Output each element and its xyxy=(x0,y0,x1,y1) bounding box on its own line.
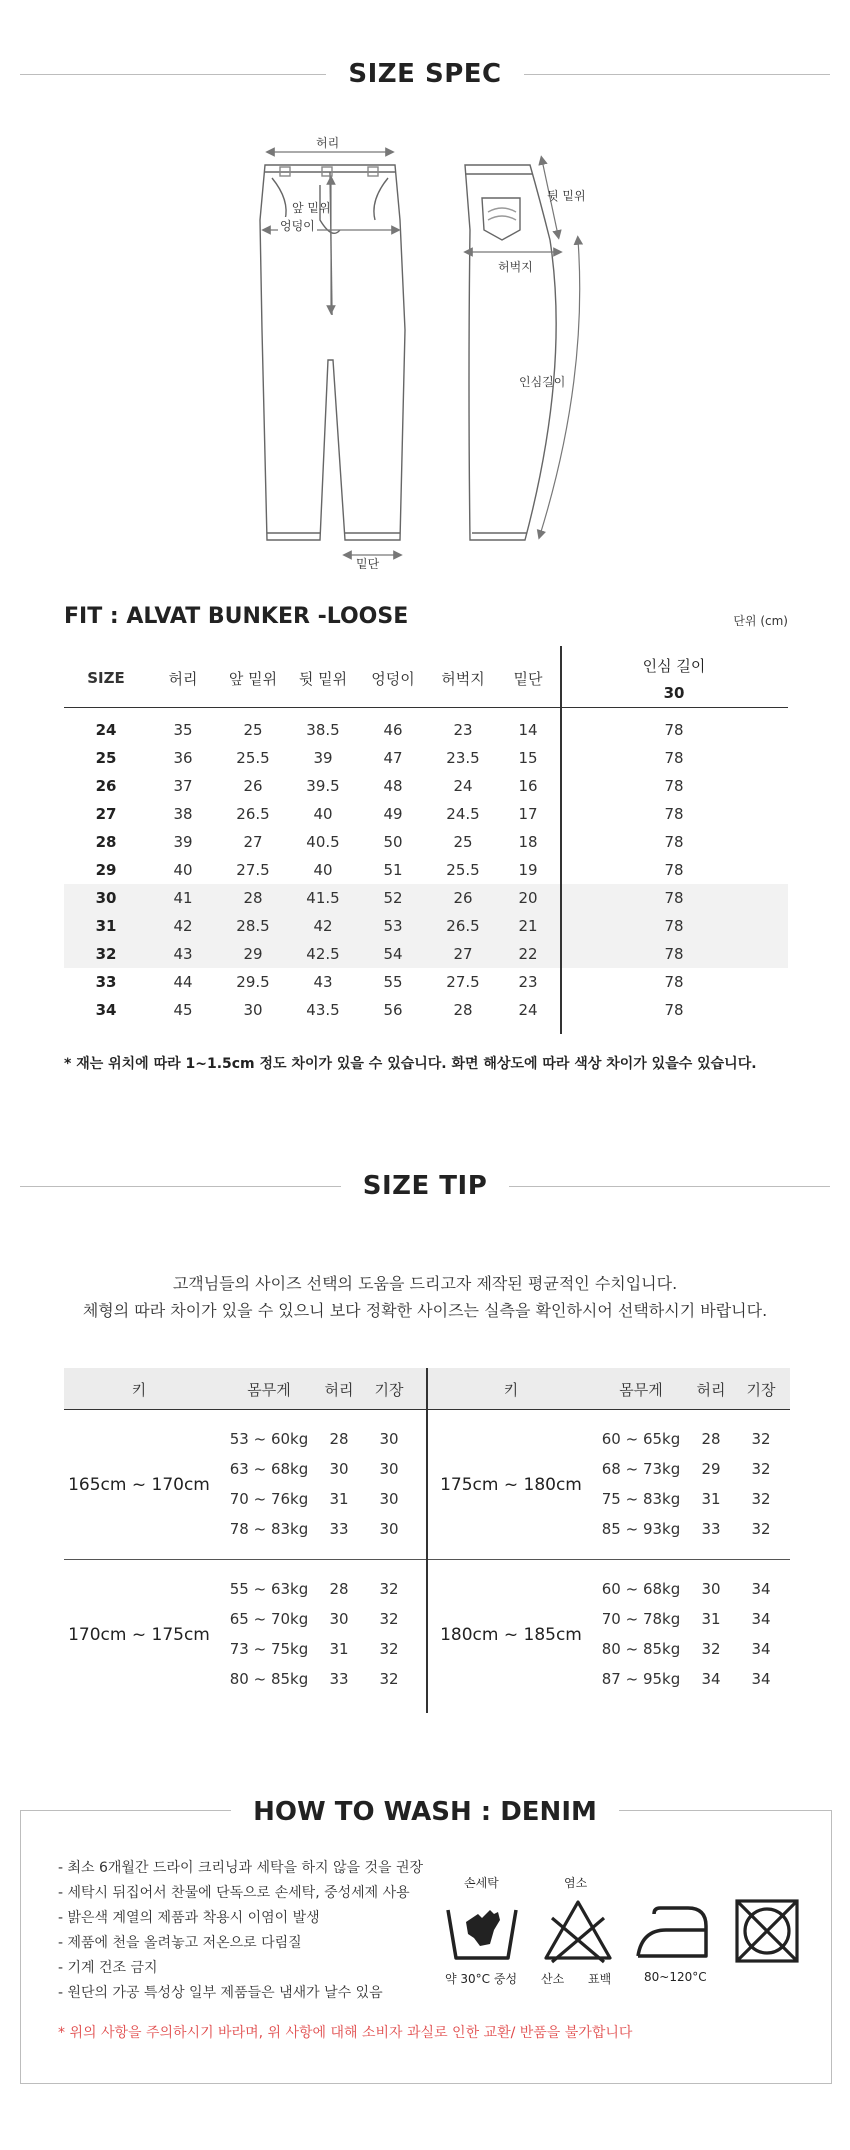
waist-cell: 31 xyxy=(329,1490,349,1508)
length-cell: 34 xyxy=(751,1640,771,1658)
length-cell: 32 xyxy=(751,1430,771,1448)
wash-item: - 제품에 천을 올려놓고 저온으로 다림질 xyxy=(58,1935,302,1951)
cell-front-rise: 28 xyxy=(243,889,263,907)
tip-row xyxy=(64,1454,424,1484)
header-front-rise: 앞 밑위 xyxy=(228,669,278,688)
spec-row xyxy=(64,772,788,800)
header-inseam-label: 인심 길이 xyxy=(642,656,706,675)
header-size: SIZE xyxy=(87,669,125,687)
waist-cell: 33 xyxy=(329,1670,349,1688)
cell-back-rise: 42.5 xyxy=(306,945,340,963)
waist-cell: 30 xyxy=(329,1610,349,1628)
cell-back-rise: 40 xyxy=(313,805,333,823)
length-cell: 30 xyxy=(379,1520,399,1538)
cell-hem: 15 xyxy=(518,749,538,767)
header-back-rise: 뒷 밑위 xyxy=(298,669,348,688)
weight-cell: 85 ~ 93kg xyxy=(601,1520,681,1538)
header-hip: 엉덩이 xyxy=(371,669,415,688)
no-tumble-dry-icon xyxy=(734,1898,800,1964)
tip-row xyxy=(436,1604,796,1634)
length-cell: 30 xyxy=(379,1490,399,1508)
waist-cell: 31 xyxy=(329,1640,349,1658)
tip-row xyxy=(436,1424,796,1454)
waist-cell: 33 xyxy=(701,1520,721,1538)
spec-column-divider xyxy=(560,646,562,1034)
weight-cell: 68 ~ 73kg xyxy=(601,1460,681,1478)
cell-size: 25 xyxy=(95,749,117,767)
cell-front-rise: 29 xyxy=(243,945,263,963)
divider-left xyxy=(20,74,326,75)
length-cell: 32 xyxy=(751,1490,771,1508)
cell-inseam: 78 xyxy=(664,861,684,879)
weight-cell: 80 ~ 85kg xyxy=(601,1640,681,1658)
cell-size: 32 xyxy=(95,945,117,963)
waist-cell: 34 xyxy=(701,1670,721,1688)
unit-label: 단위 (cm) xyxy=(733,614,788,628)
label-front-rise: 앞 밑위 xyxy=(292,201,331,215)
length-cell: 34 xyxy=(751,1580,771,1598)
fit-title: FIT : ALVAT BUNKER -LOOSE xyxy=(64,604,409,629)
cell-hem: 16 xyxy=(518,777,538,795)
divider-right xyxy=(509,1186,830,1187)
cell-waist: 38 xyxy=(173,805,193,823)
cell-thigh: 26 xyxy=(453,889,473,907)
header-length: 기장 xyxy=(374,1380,404,1399)
size-tip-intro xyxy=(0,1270,850,1324)
waist-cell: 29 xyxy=(701,1460,721,1478)
cell-thigh: 25.5 xyxy=(446,861,480,879)
cell-waist: 44 xyxy=(173,973,193,991)
wash-item: - 밝은색 계열의 제품과 착용시 이염이 발생 xyxy=(58,1910,320,1926)
wash-item: - 원단의 가공 특성상 일부 제품들은 냄새가 날수 있음 xyxy=(58,1985,383,2001)
spec-row xyxy=(64,968,788,996)
spec-row xyxy=(64,716,788,744)
label-hip: 엉덩이 xyxy=(280,219,315,233)
cell-thigh: 23.5 xyxy=(446,749,480,767)
iron-bottom-label: 80~120°C xyxy=(644,1970,707,1984)
cell-waist: 36 xyxy=(173,749,193,767)
cell-hip: 56 xyxy=(383,1001,403,1019)
cell-back-rise: 43.5 xyxy=(306,1001,340,1019)
waist-cell: 31 xyxy=(701,1610,721,1628)
divider-left xyxy=(20,1186,341,1187)
waist-cell: 28 xyxy=(701,1430,721,1448)
cell-size: 28 xyxy=(95,833,117,851)
cell-thigh: 27 xyxy=(453,945,473,963)
wash-item: - 최소 6개월간 드라이 크리닝과 세탁을 하지 않을 것을 권장 xyxy=(58,1860,424,1876)
header-thigh: 허벅지 xyxy=(441,669,485,688)
bleach-right-label: 표백 xyxy=(588,1972,612,1986)
spec-row xyxy=(64,744,788,772)
cell-back-rise: 41.5 xyxy=(306,889,340,907)
waist-cell: 30 xyxy=(701,1580,721,1598)
cell-waist: 45 xyxy=(173,1001,193,1019)
weight-cell: 63 ~ 68kg xyxy=(229,1460,309,1478)
cell-hip: 48 xyxy=(383,777,403,795)
wash-warning: * 위의 사항을 주의하시기 바라며, 위 사항에 대해 소비자 과실로 인한 교환/ 반품을 불가합니다 xyxy=(58,2025,633,2041)
tip-row xyxy=(64,1574,424,1604)
length-cell: 30 xyxy=(379,1430,399,1448)
header-waist: 허리 xyxy=(696,1380,726,1399)
handwash-icon xyxy=(444,1900,520,1964)
cell-front-rise: 29.5 xyxy=(236,973,270,991)
header-waist: 허리 xyxy=(324,1380,354,1399)
label-thigh: 허벅지 xyxy=(498,260,533,274)
wash-header xyxy=(0,1792,850,1832)
size-tip-header xyxy=(20,1166,830,1206)
header-hem: 밑단 xyxy=(513,669,543,688)
length-cell: 34 xyxy=(751,1670,771,1688)
weight-cell: 65 ~ 70kg xyxy=(229,1610,309,1628)
cell-waist: 42 xyxy=(173,917,193,935)
cell-back-rise: 40.5 xyxy=(306,833,340,851)
wash-instructions xyxy=(58,1856,423,2006)
cell-size: 24 xyxy=(95,721,117,739)
cell-hem: 23 xyxy=(518,973,538,991)
cell-waist: 39 xyxy=(173,833,193,851)
tip-row xyxy=(436,1514,796,1544)
header-height: 키 xyxy=(503,1380,519,1399)
cell-front-rise: 25.5 xyxy=(236,749,270,767)
cell-hip: 55 xyxy=(383,973,403,991)
weight-cell: 73 ~ 75kg xyxy=(229,1640,309,1658)
cell-back-rise: 39.5 xyxy=(306,777,340,795)
waist-cell: 33 xyxy=(329,1520,349,1538)
cell-back-rise: 38.5 xyxy=(306,721,340,739)
divider-right xyxy=(524,74,830,75)
cell-front-rise: 27.5 xyxy=(236,861,270,879)
cell-front-rise: 25 xyxy=(243,721,263,739)
weight-cell: 78 ~ 83kg xyxy=(229,1520,309,1538)
cell-size: 27 xyxy=(95,805,117,823)
cell-size: 26 xyxy=(95,777,117,795)
weight-cell: 70 ~ 78kg xyxy=(601,1610,681,1628)
cell-hip: 51 xyxy=(383,861,403,879)
weight-cell: 55 ~ 63kg xyxy=(229,1580,309,1598)
tip-row xyxy=(436,1634,796,1664)
spec-row xyxy=(64,996,788,1024)
label-waist: 허리 xyxy=(316,136,340,150)
header-weight: 몸무게 xyxy=(247,1380,291,1399)
spec-row xyxy=(64,884,788,912)
spec-row xyxy=(64,856,788,884)
cell-hem: 17 xyxy=(518,805,538,823)
spec-row xyxy=(64,940,788,968)
cell-size: 30 xyxy=(95,889,117,907)
tip-column-divider xyxy=(426,1368,428,1713)
weight-cell: 70 ~ 76kg xyxy=(229,1490,309,1508)
label-hem: 밑단 xyxy=(356,557,380,571)
pants-measurement-diagram xyxy=(240,130,620,580)
intro-line: 체형의 따라 차이가 있을 수 있으니 보다 정확한 사이즈는 실측을 확인하시어 선택하시기 바랍니다. xyxy=(82,1301,768,1320)
cell-front-rise: 26.5 xyxy=(236,805,270,823)
waist-cell: 28 xyxy=(329,1580,349,1598)
tip-row xyxy=(64,1664,424,1694)
cell-size: 31 xyxy=(95,917,117,935)
cell-hem: 14 xyxy=(518,721,538,739)
cell-waist: 43 xyxy=(173,945,193,963)
cell-size: 29 xyxy=(95,861,117,879)
cell-hip: 53 xyxy=(383,917,403,935)
label-inseam: 인심길이 xyxy=(519,375,566,389)
cell-hip: 52 xyxy=(383,889,403,907)
cell-inseam: 78 xyxy=(664,973,684,991)
length-cell: 32 xyxy=(379,1580,399,1598)
tip-row xyxy=(64,1634,424,1664)
cell-inseam: 78 xyxy=(664,833,684,851)
cell-hem: 24 xyxy=(518,1001,538,1019)
waist-cell: 30 xyxy=(329,1460,349,1478)
label-back-rise: 뒷 밑위 xyxy=(547,189,586,203)
cell-inseam: 78 xyxy=(664,721,684,739)
cell-thigh: 24.5 xyxy=(446,805,480,823)
cell-inseam: 78 xyxy=(664,1001,684,1019)
section-title: HOW TO WASH : DENIM xyxy=(231,1797,619,1827)
header-weight: 몸무게 xyxy=(619,1380,663,1399)
spec-row xyxy=(64,912,788,940)
tip-row xyxy=(64,1604,424,1634)
handwash-bottom-label: 약 30°C 중성 xyxy=(445,1972,518,1986)
cell-hem: 22 xyxy=(518,945,538,963)
spec-row xyxy=(64,828,788,856)
length-cell: 32 xyxy=(379,1610,399,1628)
tip-row xyxy=(436,1664,796,1694)
section-title: SIZE TIP xyxy=(362,1171,488,1201)
tip-row xyxy=(64,1424,424,1454)
cell-hem: 19 xyxy=(518,861,538,879)
cell-hem: 18 xyxy=(518,833,538,851)
cell-hip: 49 xyxy=(383,805,403,823)
cell-size: 33 xyxy=(95,973,117,991)
handwash-top-label: 손세탁 xyxy=(464,1876,499,1890)
weight-cell: 60 ~ 68kg xyxy=(601,1580,681,1598)
bleach-top-label: 염소 xyxy=(564,1876,588,1890)
cell-hip: 46 xyxy=(383,721,403,739)
cell-front-rise: 30 xyxy=(243,1001,263,1019)
height-range: 175cm ~ 180cm xyxy=(440,1475,582,1495)
cell-thigh: 25 xyxy=(453,833,473,851)
cell-back-rise: 42 xyxy=(313,917,333,935)
cell-thigh: 27.5 xyxy=(446,973,480,991)
spec-table-body xyxy=(64,708,788,1024)
cell-thigh: 23 xyxy=(453,721,473,739)
header-inseam xyxy=(560,648,788,708)
cell-front-rise: 28.5 xyxy=(236,917,270,935)
cell-back-rise: 39 xyxy=(313,749,333,767)
length-cell: 32 xyxy=(379,1670,399,1688)
header-waist: 허리 xyxy=(168,669,198,688)
cell-waist: 41 xyxy=(173,889,193,907)
cell-inseam: 78 xyxy=(664,805,684,823)
cell-inseam: 78 xyxy=(664,749,684,767)
iron-icon xyxy=(634,1900,710,1962)
cell-front-rise: 26 xyxy=(243,777,263,795)
tip-row xyxy=(436,1484,796,1514)
cell-waist: 37 xyxy=(173,777,193,795)
wash-item: - 세탁시 뒤집어서 찬물에 단독으로 손세탁, 중성세제 사용 xyxy=(58,1885,410,1901)
weight-cell: 60 ~ 65kg xyxy=(601,1430,681,1448)
spec-table-header xyxy=(64,648,788,708)
size-spec-table xyxy=(64,648,788,1024)
cell-size: 34 xyxy=(95,1001,117,1019)
cell-hip: 50 xyxy=(383,833,403,851)
intro-line: 고객님들의 사이즈 선택의 도움을 드리고자 제작된 평균적인 수치입니다. xyxy=(172,1274,678,1293)
tip-row xyxy=(436,1574,796,1604)
back-pants-outline xyxy=(465,165,556,540)
header-inseam-sub: 30 xyxy=(663,683,685,702)
length-cell: 34 xyxy=(751,1610,771,1628)
size-spec-header xyxy=(20,54,830,94)
header-height: 키 xyxy=(131,1380,147,1399)
no-chlorine-bleach-icon xyxy=(542,1898,614,1964)
measurement-note: * 재는 위치에 따라 1~1.5cm 정도 차이가 있을 수 있습니다. 화면 해상도에 따라 색상 차이가 있을수 있습니다. xyxy=(64,1056,757,1072)
tip-row xyxy=(436,1454,796,1484)
cell-hip: 47 xyxy=(383,749,403,767)
waist-cell: 28 xyxy=(329,1430,349,1448)
weight-cell: 80 ~ 85kg xyxy=(229,1670,309,1688)
bleach-left-label: 산소 xyxy=(541,1972,565,1986)
cell-thigh: 24 xyxy=(453,777,473,795)
weight-cell: 75 ~ 83kg xyxy=(601,1490,681,1508)
cell-back-rise: 40 xyxy=(313,861,333,879)
height-range: 170cm ~ 175cm xyxy=(68,1625,210,1645)
length-cell: 32 xyxy=(379,1640,399,1658)
size-tip-table xyxy=(64,1368,790,1710)
weight-cell: 87 ~ 95kg xyxy=(601,1670,681,1688)
cell-thigh: 28 xyxy=(453,1001,473,1019)
length-cell: 32 xyxy=(751,1520,771,1538)
cell-hip: 54 xyxy=(383,945,403,963)
cell-waist: 35 xyxy=(173,721,193,739)
cell-inseam: 78 xyxy=(664,889,684,907)
cell-inseam: 78 xyxy=(664,777,684,795)
waist-cell: 31 xyxy=(701,1490,721,1508)
tip-row xyxy=(64,1514,424,1544)
cell-hem: 20 xyxy=(518,889,538,907)
length-cell: 32 xyxy=(751,1460,771,1478)
waist-cell: 32 xyxy=(701,1640,721,1658)
cell-waist: 40 xyxy=(173,861,193,879)
cell-inseam: 78 xyxy=(664,917,684,935)
cell-inseam: 78 xyxy=(664,945,684,963)
tip-row xyxy=(64,1484,424,1514)
header-length: 기장 xyxy=(746,1380,776,1399)
cell-back-rise: 43 xyxy=(313,973,333,991)
spec-row xyxy=(64,800,788,828)
height-range: 165cm ~ 170cm xyxy=(68,1475,210,1495)
length-cell: 30 xyxy=(379,1460,399,1478)
cell-hem: 21 xyxy=(518,917,538,935)
weight-cell: 53 ~ 60kg xyxy=(229,1430,309,1448)
height-range: 180cm ~ 185cm xyxy=(440,1625,582,1645)
cell-front-rise: 27 xyxy=(243,833,263,851)
section-title: SIZE SPEC xyxy=(348,59,502,89)
wash-item: - 기계 건조 금지 xyxy=(58,1960,158,1976)
cell-thigh: 26.5 xyxy=(446,917,480,935)
